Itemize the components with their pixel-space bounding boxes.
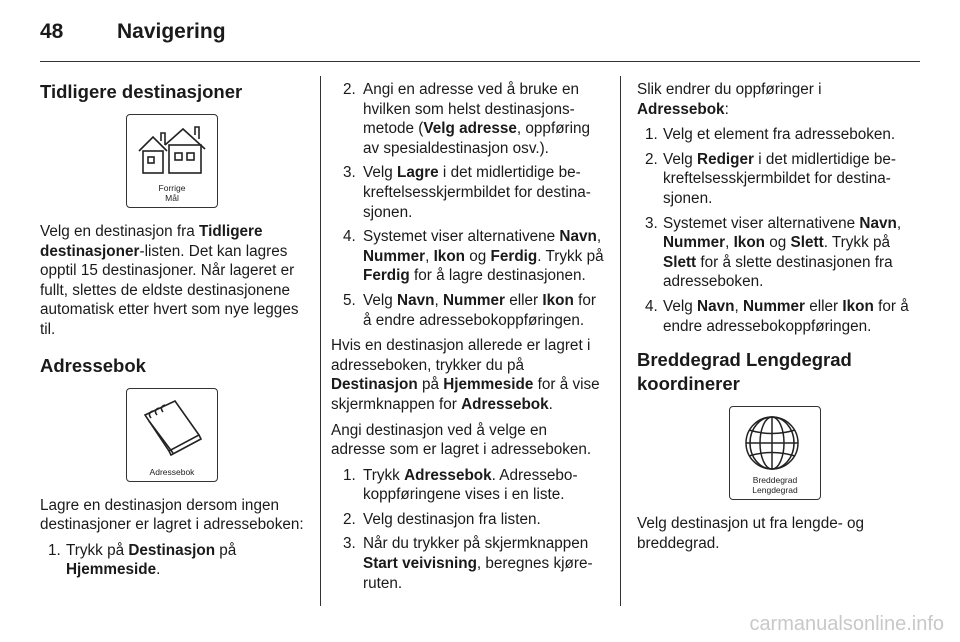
list-item <box>637 214 913 292</box>
bold-term: Hjemmeside <box>66 561 157 579</box>
bold-term: Navn <box>559 228 597 246</box>
text: i det midlertidige bekreftelsesskjermbildet for destinasjonen. <box>363 164 591 221</box>
text: Velg <box>663 150 698 168</box>
bold-term: Ikon <box>433 247 466 265</box>
text: for å slette destinasjonen fra adresseboken. <box>663 253 893 291</box>
address-book-icon <box>135 395 209 457</box>
paragraph <box>637 80 913 119</box>
bold-term: Destinasjon <box>331 376 418 394</box>
text: . Adressebokoppføringene vises i en liste. <box>363 466 578 504</box>
page-header <box>40 18 920 58</box>
bold-term: Adressebok <box>461 395 549 413</box>
text: , <box>725 234 734 252</box>
icon-caption-line: Breddegrad <box>752 475 798 486</box>
text: . Trykk på <box>537 247 604 265</box>
text: Velg <box>363 291 398 309</box>
list-number: 3. <box>645 214 658 232</box>
text: . <box>156 561 161 579</box>
text: eller <box>805 297 843 315</box>
numbered-list <box>331 466 605 594</box>
text: Velg et element fra adresseboken. <box>663 126 896 144</box>
list-number: 2. <box>645 150 658 168</box>
list-number: 1. <box>48 541 61 559</box>
text: Systemet viser alternativene <box>363 228 560 246</box>
list-item <box>331 534 605 593</box>
list-number: 5. <box>343 291 356 309</box>
bold-term: Ferdig <box>363 267 410 285</box>
text: Trykk på <box>66 541 129 559</box>
bold-term: Slett <box>663 253 697 271</box>
text: , oppføring av spesialdestinasjon osv.). <box>363 120 591 157</box>
bold-term: Rediger <box>697 150 754 168</box>
bold-term: Nummer <box>363 247 426 265</box>
bold-term: Adressebok <box>404 466 492 484</box>
bold-term: Hjemmeside <box>443 376 534 394</box>
icon-caption-line: Mål <box>165 193 179 203</box>
paragraph: Lagre en destinasjon dersom ingen destinasjoner er lagret i adresseboken: <box>40 496 304 534</box>
bold-term: Velg adresse <box>423 120 517 138</box>
bold-term: Navn <box>859 214 897 232</box>
text: , <box>425 247 434 265</box>
numbered-list <box>40 541 304 580</box>
list-item <box>331 291 605 330</box>
paragraph <box>40 222 304 340</box>
list-item <box>637 150 913 209</box>
text: , <box>734 297 743 315</box>
list-item <box>637 297 913 336</box>
list-number: 3. <box>343 164 356 182</box>
list-item <box>331 80 605 158</box>
numbered-list <box>637 125 913 336</box>
text: , <box>896 214 902 232</box>
bold-term: Ferdig <box>490 247 538 265</box>
paragraph: Angi destinasjon ved å velge en adresse som er lagret i adresseboken. <box>331 421 592 459</box>
bold-term: Nummer <box>442 291 505 309</box>
icon-caption-line: Lengdegrad <box>752 485 798 496</box>
heading-line: koordinerer <box>637 373 740 395</box>
text: eller <box>505 291 543 309</box>
list-item <box>331 510 605 530</box>
section-heading-previous-destinations: Tidligere destinasjoner <box>40 81 243 102</box>
text: på <box>215 541 237 559</box>
text: Når du trykker på skjermknappen <box>363 535 589 553</box>
text: Angi en adresse ved å bruke en hvilken som helst destinasjonsmetode ( <box>363 81 580 138</box>
list-number: 4. <box>645 297 658 315</box>
globe-icon <box>738 413 812 475</box>
header-divider <box>40 61 920 62</box>
text: . <box>548 395 553 413</box>
column-1 <box>40 80 304 586</box>
text: i det midlertidige bekreftelsesskjermbildet for destinasjonen. <box>663 150 896 207</box>
text: Velg en destinasjon fra <box>40 223 200 240</box>
bold-term: Navn <box>397 291 435 309</box>
list-item <box>637 125 913 145</box>
list-item <box>331 227 605 286</box>
bold-term: Start veivisning <box>363 555 477 573</box>
text: Velg <box>663 297 698 315</box>
list-number: 1. <box>645 126 658 144</box>
list-number: 2. <box>343 81 356 98</box>
list-item <box>40 541 304 580</box>
section-heading-address-book: Adressebok <box>40 354 146 376</box>
text: på <box>417 376 444 394</box>
icon-caption: Adressebok <box>149 466 195 477</box>
text: Trykk <box>363 466 405 484</box>
text: . Trykk på <box>823 234 890 252</box>
text: Slik endrer du oppføringer i <box>637 81 822 98</box>
text: Systemet viser alternativene <box>663 214 860 232</box>
column-divider <box>620 76 621 606</box>
coordinates-icon-box <box>729 406 821 500</box>
text: , beregnes kjøreruten. <box>363 555 593 592</box>
text: , <box>434 291 443 309</box>
list-number: 1. <box>343 466 356 484</box>
list-number: 2. <box>343 510 356 528</box>
bold-term: Ikon <box>542 291 574 309</box>
text: Velg <box>363 164 398 182</box>
text: -listen. Det kan lagres opptil 15 destinasjoner. Når lageret er fullt, slettes de eldste destinasjonene automatisk etter hvert som nye legges til. <box>40 242 299 338</box>
text: Hvis en destinasjon allerede er lagret i adresseboken, trykker du på <box>331 337 591 374</box>
page-number: 48 <box>40 20 64 43</box>
bold-term: Nummer <box>742 297 805 315</box>
list-number: 3. <box>343 535 356 553</box>
text: for å lagre destinasjonen. <box>409 267 586 285</box>
text: og <box>465 247 491 265</box>
chapter-title: Navigering <box>117 20 226 43</box>
list-item <box>331 163 605 222</box>
list-item <box>331 466 605 505</box>
column-divider <box>320 76 321 606</box>
text: , <box>596 228 602 246</box>
text: Velg destinasjon fra listen. <box>363 510 541 528</box>
previous-destination-icon <box>126 114 218 208</box>
bold-term: Nummer <box>663 234 726 252</box>
bold-term: Ikon <box>733 234 766 252</box>
paragraph <box>331 336 605 414</box>
houses-icon <box>135 121 209 181</box>
bold-term: Slett <box>790 234 824 252</box>
address-book-icon-box <box>126 388 218 482</box>
icon-caption-line: Forrige <box>158 183 186 193</box>
icon-caption <box>730 475 820 495</box>
text: : <box>724 100 729 118</box>
heading-line: Breddegrad Lengdegrad <box>637 349 852 371</box>
column-2 <box>331 80 605 599</box>
bold-term: Ikon <box>842 297 874 315</box>
numbered-list <box>331 80 605 330</box>
bold-term: Destinasjon <box>128 541 216 559</box>
text: for å vise skjermknappen for <box>331 376 600 413</box>
column-3 <box>637 80 913 559</box>
bold-term: Navn <box>697 297 735 315</box>
watermark: carmanualsonline.info <box>749 613 944 635</box>
icon-caption <box>127 183 217 203</box>
list-number: 4. <box>343 228 356 246</box>
text: for å endre adressebokoppføringen. <box>663 297 909 335</box>
text: for å endre adressebokoppføringen. <box>363 291 596 329</box>
bold-term: Adressebok <box>637 100 725 118</box>
text: og <box>765 234 791 252</box>
paragraph: Velg destinasjon ut fra lengde- og breddegrad. <box>637 515 865 552</box>
bold-term: Lagre <box>397 164 439 182</box>
bold-term: Tidligere destinasjoner <box>40 223 263 260</box>
section-heading-coordinates <box>637 348 913 396</box>
